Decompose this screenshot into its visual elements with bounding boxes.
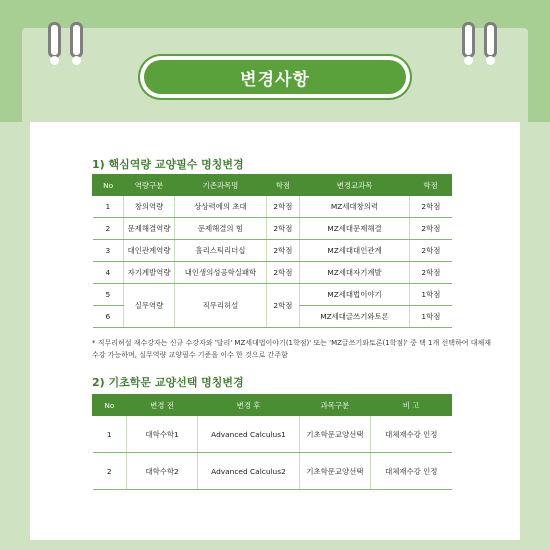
cell-before: 대학수학1 [126,416,197,453]
cell-area: 창의역량 [124,196,175,218]
cell-new-course: MZ세대자기계발 [299,262,410,284]
cell-no: 1 [93,416,127,453]
cell-old-course: 상상력에의 초대 [174,196,266,218]
cell-old-course: 문제해결의 힘 [174,218,266,240]
table-header-row [93,395,452,416]
col-header: 변경 후 [198,395,299,416]
table-row [93,240,452,262]
table-basic-studies-change [92,394,452,490]
page-title: 변경사항 [144,60,406,94]
table-row [93,284,452,306]
cell-category: 기초학문교양선택 [299,453,370,490]
cell-no: 4 [93,262,124,284]
table-row [93,453,452,490]
cell-remark: 대체재수강 인정 [371,453,452,490]
cell-category: 기초학문교양선택 [299,416,370,453]
binder-ring-icon [462,22,475,58]
table-course-name-change [92,174,452,328]
cell-credit: 2학점 [410,240,452,262]
cell-credit: 2학점 [267,262,300,284]
cell-credit: 2학점 [267,218,300,240]
section1-title: 1) 핵심역량 교양필수 명칭변경 [92,158,244,171]
col-header: 학점 [410,175,452,196]
col-header: 학점 [267,175,300,196]
cell-old-course: 직무리허설 [174,284,266,328]
cell-new-course: MZ세대대인관계 [299,240,410,262]
table-header-row [93,175,452,196]
cell-area: 자기계발역량 [124,262,175,284]
cell-credit: 2학점 [267,240,300,262]
cell-old-course: 내인생의성공학실패학 [174,262,266,284]
cell-after: Advanced Calculus1 [198,416,299,453]
cell-no: 1 [93,196,124,218]
cell-new-course: MZ세대문제해결 [299,218,410,240]
cell-credit: 1학점 [410,306,452,328]
table-row [93,262,452,284]
table-row [93,218,452,240]
col-header: No [93,175,124,196]
col-header: 변경교과목 [299,175,410,196]
col-header: 역량구분 [124,175,175,196]
section2-title: 2) 기초학문 교양선택 명칭변경 [92,376,244,389]
table-row [93,196,452,218]
table-row [93,416,452,453]
cell-no: 2 [93,218,124,240]
cell-credit: 1학점 [410,284,452,306]
cell-new-course: MZ세대글쓰기와토론 [299,306,410,328]
cell-new-course: MZ세대법이야기 [299,284,410,306]
col-header: 변경 전 [126,395,197,416]
cell-old-course: 홀리스틱리더십 [174,240,266,262]
cell-area: 대인관계역량 [124,240,175,262]
cell-credit: 2학점 [410,262,452,284]
cell-credit: 2학점 [410,196,452,218]
col-header: No [93,395,127,416]
cell-remark: 대체재수강 인정 [371,416,452,453]
cell-no: 6 [93,306,124,328]
binder-ring-icon [484,22,497,58]
col-header: 기존과목명 [174,175,266,196]
cell-credit: 2학점 [410,218,452,240]
cell-credit: 2학점 [267,284,300,328]
cell-no: 2 [93,453,127,490]
footnote: * 직무리허설 재수강자는 신규 수강자와 '달리' MZ세대법이야기(1학점)' 또는 'MZ글쓰기와토론(1학점)' 중 택 1개 선택하여 대체재수강 가능하며, 실무역량 교양필수 기준을 이수 한 것으로 간주함 [92,339,492,359]
cell-no: 5 [93,284,124,306]
cell-area: 문제해결역량 [124,218,175,240]
cell-new-course: MZ세대창의력 [299,196,410,218]
col-header: 비 고 [371,395,452,416]
cell-credit: 2학점 [267,196,300,218]
cell-area: 실무역량 [124,284,175,328]
cell-no: 3 [93,240,124,262]
col-header: 과목구분 [299,395,370,416]
cell-before: 대학수학2 [126,453,197,490]
cell-after: Advanced Calculus2 [198,453,299,490]
binder-ring-icon [70,22,83,58]
binder-ring-icon [48,22,61,58]
